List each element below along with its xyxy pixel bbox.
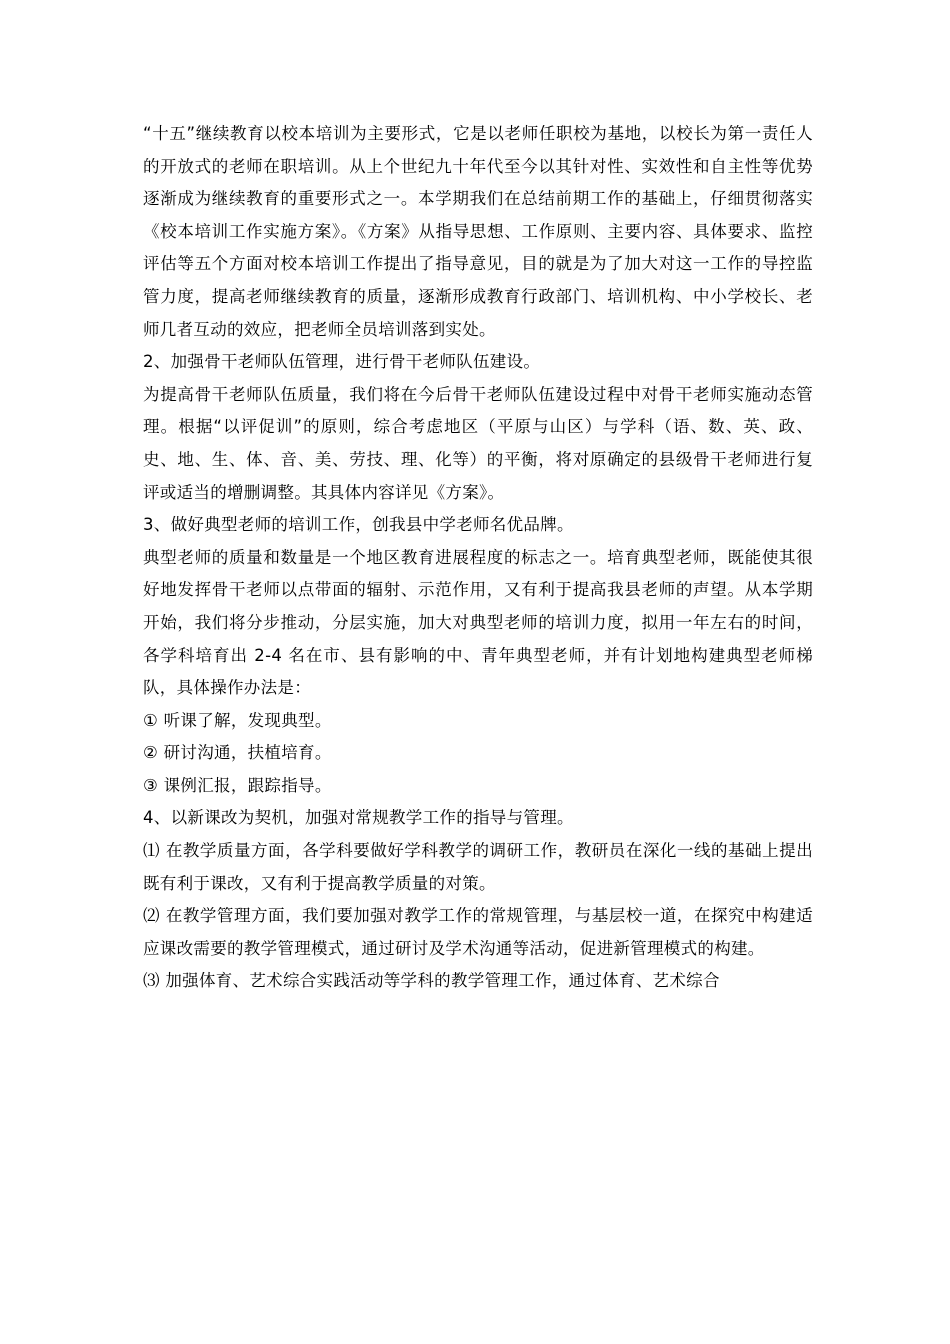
section-heading-3: 3、做好典型老师的培训工作，创我县中学老师名优品牌。 xyxy=(143,515,574,535)
document-body xyxy=(143,118,813,998)
list-item-2: ② 研讨沟通，扶植培育。 xyxy=(143,743,332,763)
paragraph-backbone-teachers: 为提高骨干老师队伍质量，我们将在今后骨干老师队伍建设过程中对骨干老师实施动态管理。根据“以评促训”的原则，综合考虑地区（平原与山区）与学科（语、数、英、政、史、地、生、体、音、美、劳技、理、化等）的平衡，将对原确定的县级骨干老师进行复评或适当的增删调整。其具体内容详见《方案》。 xyxy=(143,384,813,502)
list-item-teaching-management: ⑵ 在教学管理方面，我们要加强对教学工作的常规管理，与基层校一道，在探究中构建适应课改需要的教学管理模式，通过研讨及学术沟通等活动，促进新管理模式的构建。 xyxy=(143,906,813,958)
list-item-3: ③ 课例汇报，跟踪指导。 xyxy=(143,775,332,795)
paragraph-school-based-training: “十五”继续教育以校本培训为主要形式，它是以老师任职校为基地，以校长为第一责任人的开放式的老师在职培训。从上个世纪九十年代至今以其针对性、实效性和自主性等优势逐渐成为继续教育的重要形式之一。本学期我们在总结前期工作的基础上，仔细贯彻落实《校本培训工作实施方案》。《方案》从指导思想、工作原则、主要内容、具体要求、监控评估等五个方面对校本培训工作提出了指导意见，目的就是为了加大对这一工作的导控监管力度，提高老师继续教育的质量，逐渐形成教育行政部门、培训机构、中小学校长、老师几者互动的效应，把老师全员培训落到实处。 xyxy=(143,124,813,339)
list-item-pe-arts: ⑶ 加强体育、艺术综合实践活动等学科的教学管理工作，通过体育、艺术综合 xyxy=(143,971,720,991)
paragraph-model-teachers: 典型老师的质量和数量是一个地区教育进展程度的标志之一。培育典型老师，既能使其很好地发挥骨干老师以点带面的辐射、示范作用，又有利于提高我县老师的声望。从本学期开始，我们将分步推动，分层实施，加大对典型老师的培训力度，拟用一年左右的时间，各学科培育出 2-4 名在市、县有影响的中、青年典型老师，并有计划地构建典型老师梯队，具体操作办法是： xyxy=(143,547,813,698)
section-heading-2: 2、加强骨干老师队伍管理，进行骨干老师队伍建设。 xyxy=(143,352,541,372)
section-heading-4: 4、以新课改为契机，加强对常规教学工作的指导与管理。 xyxy=(143,808,574,828)
list-item-teaching-quality: ⑴ 在教学质量方面，各学科要做好学科教学的调研工作，教研员在深化一线的基础上提出既有利于课改，又有利于提高教学质量的对策。 xyxy=(143,841,813,893)
list-item-1: ① 听课了解，发现典型。 xyxy=(143,710,332,730)
